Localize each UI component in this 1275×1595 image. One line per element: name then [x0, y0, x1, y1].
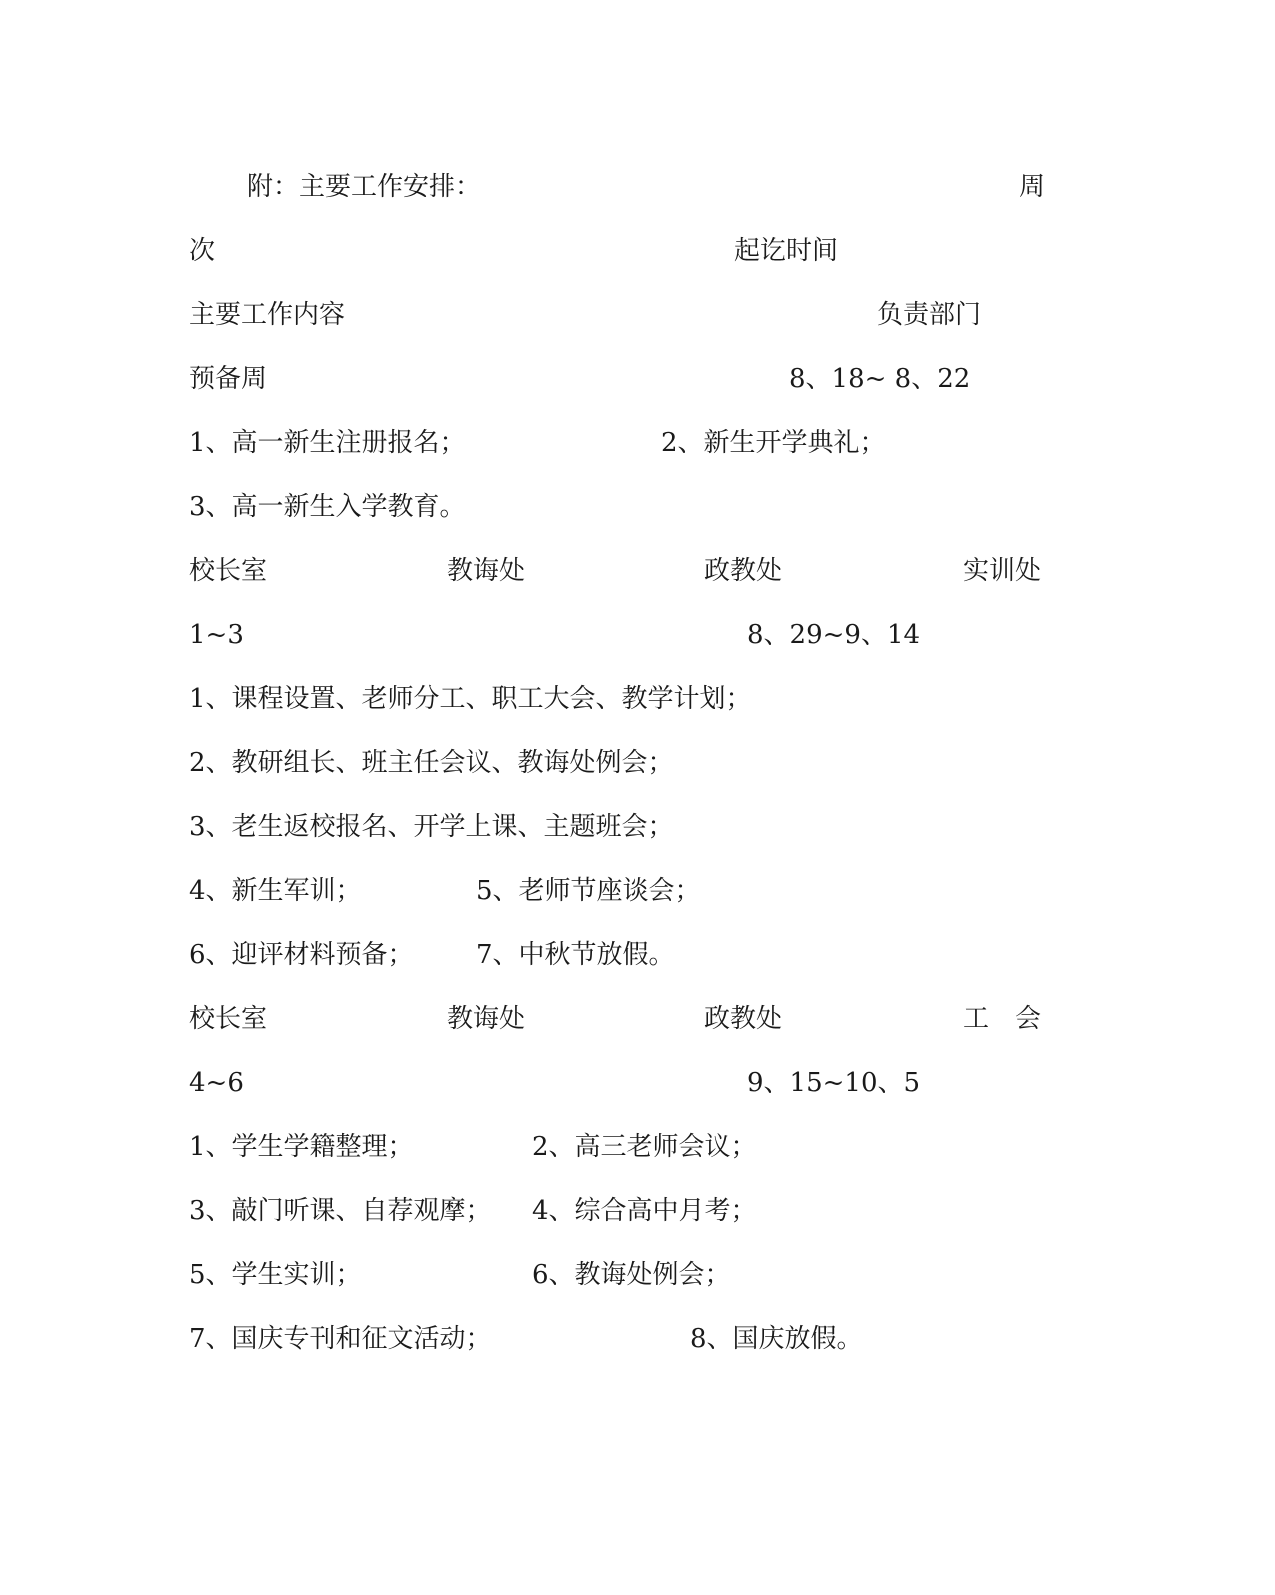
dept-item: 政教处: [704, 556, 783, 586]
dept-item: 校长室: [189, 556, 268, 586]
task-item: 3、高一新生入学教育。: [189, 492, 466, 522]
header-dept: 负责部门: [877, 300, 982, 330]
heading-line: [189, 167, 1049, 207]
task-item: 3、敲门听课、自荐观摩；: [189, 1196, 492, 1226]
week-time: 8、18~ 8、22: [789, 364, 971, 394]
task-item: 5、老师节座谈会；: [476, 876, 701, 906]
week-row: [189, 615, 1049, 655]
task-line: [189, 1191, 1049, 1231]
week-row: [189, 359, 1049, 399]
task-line: [189, 871, 1049, 911]
week-time: 8、29~9、14: [747, 620, 921, 650]
header-time: 起讫时间: [734, 236, 839, 266]
task-item: 3、老生返校报名、开学上课、主题班会；: [189, 812, 674, 842]
task-line: [189, 1255, 1049, 1295]
doc-heading: 附：主要工作安排：: [247, 172, 482, 202]
dept-item: 工 会: [963, 1004, 1042, 1034]
task-item: 1、课程设置、老师分工、职工大会、教学计划；: [189, 684, 752, 714]
header-line-3: [189, 295, 1049, 335]
task-item: 2、教研组长、班主任会议、教诲处例会；: [189, 748, 674, 778]
task-line: [189, 423, 1049, 463]
header-week-part2: 次: [189, 236, 216, 266]
task-item: 4、新生军训；: [189, 876, 362, 906]
dept-item: 政教处: [704, 1004, 783, 1034]
task-item: 2、新生开学典礼；: [661, 428, 886, 458]
task-item: 5、学生实训；: [189, 1260, 362, 1290]
header-line-2: [189, 231, 1049, 271]
task-item: 1、高一新生注册报名；: [189, 428, 466, 458]
task-line: [189, 487, 1049, 527]
task-line: [189, 1319, 1049, 1359]
header-content: 主要工作内容: [189, 300, 346, 330]
task-line: [189, 743, 1049, 783]
task-item: 6、教诲处例会；: [532, 1260, 731, 1290]
task-item: 7、国庆专刊和征文活动；: [189, 1324, 492, 1354]
week-label: 1~3: [189, 620, 244, 650]
task-item: 6、迎评材料预备；: [189, 940, 414, 970]
task-item: 7、中秋节放假。: [476, 940, 675, 970]
dept-item: 校长室: [189, 1004, 268, 1034]
task-item: 4、综合高中月考；: [532, 1196, 757, 1226]
header-week-part1: 周: [1019, 172, 1046, 202]
task-item: 2、高三老师会议；: [532, 1132, 757, 1162]
week-label: 预备周: [189, 364, 268, 394]
task-line: [189, 1127, 1049, 1167]
dept-line: [189, 999, 1049, 1039]
dept-line: [189, 551, 1049, 591]
week-label: 4~6: [189, 1068, 244, 1098]
dept-item: 实训处: [963, 556, 1042, 586]
dept-item: 教诲处: [447, 1004, 526, 1034]
week-row: [189, 1063, 1049, 1103]
dept-item: 教诲处: [447, 556, 526, 586]
task-line: [189, 935, 1049, 975]
task-item: 1、学生学籍整理；: [189, 1132, 414, 1162]
task-line: [189, 807, 1049, 847]
week-time: 9、15~10、5: [747, 1068, 921, 1098]
task-line: [189, 679, 1049, 719]
task-item: 8、国庆放假。: [690, 1324, 863, 1354]
